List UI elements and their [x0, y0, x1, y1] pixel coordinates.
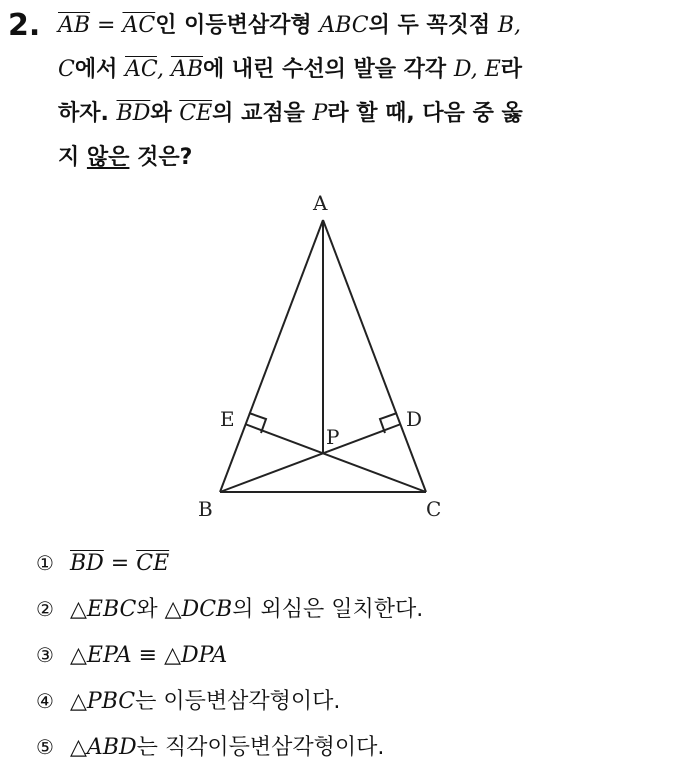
segment-bd: $\overline{BD}$	[116, 101, 151, 126]
equals-sign: =	[90, 13, 123, 38]
point-e-label: E	[484, 57, 501, 82]
vertex-d-label: D	[406, 407, 423, 431]
segment-ab: $\overline{AB}$	[58, 13, 91, 38]
choice-1[interactable]	[36, 540, 656, 586]
choice-2[interactable]	[36, 586, 656, 632]
triangle-abd: △ABD	[70, 735, 137, 760]
choice-number: ⑤	[36, 735, 54, 759]
segment-ce: $\overline{CE}$	[179, 101, 213, 126]
choice-number: ①	[36, 551, 54, 575]
segment-ce: $\overline{CE}$	[136, 551, 170, 576]
question-line-1	[58, 6, 658, 50]
choice-number: ②	[36, 597, 54, 621]
equals-sign: =	[103, 551, 137, 576]
question-line-3	[58, 94, 658, 138]
triangle-diagram	[180, 182, 470, 532]
question-text-fragment: 의 두 꼭짓점	[368, 13, 498, 38]
point-d-label: D,	[453, 57, 485, 82]
triangle-pbc: △PBC	[70, 689, 136, 714]
problem-number: 2.	[8, 8, 41, 43]
choice-number: ④	[36, 689, 54, 713]
point-b-label: B,	[497, 13, 522, 38]
question-text-fragment: 에서	[74, 57, 126, 82]
emphasis-not: 않은	[86, 145, 130, 170]
triangle-abc-label: ABC	[319, 13, 369, 38]
choice-5[interactable]	[36, 724, 656, 770]
choice-text: 는 이등변삼각형이다.	[135, 689, 341, 714]
triangle-ebc: △EBC	[70, 597, 137, 622]
segment-ac: $\overline{AC}$	[125, 57, 157, 82]
vertex-e-label: E	[220, 407, 235, 431]
question-text-fragment: 에 내린 수선의 발을 각각	[203, 57, 454, 82]
choice-3[interactable]	[36, 632, 656, 678]
question-line-4	[58, 138, 658, 182]
vertex-c-label: C	[426, 497, 442, 521]
segment-bd: $\overline{BD}$	[70, 551, 104, 576]
question-text-fragment: 와	[150, 101, 180, 126]
choice-4[interactable]	[36, 678, 656, 724]
question-line-2	[58, 50, 658, 94]
side-ac	[323, 220, 426, 492]
vertex-b-label: B	[198, 497, 213, 521]
congruence-statement: △EPA ≡ △DPA	[70, 643, 228, 668]
segment-bd-line	[220, 424, 401, 492]
triangle-dcb: △DCB	[164, 597, 233, 622]
point-p-label: P	[312, 101, 328, 126]
question-text	[58, 6, 658, 182]
answer-choices	[36, 540, 656, 770]
question-text-fragment: 것은?	[129, 145, 193, 170]
point-c-label: C	[58, 57, 75, 82]
comma: ,	[156, 57, 171, 82]
choice-text: 와	[136, 597, 165, 622]
question-text-fragment: 인 이등변삼각형	[155, 13, 320, 38]
segment-ab: $\overline{AB}$	[170, 57, 204, 82]
segment-ac: $\overline{AC}$	[122, 13, 156, 38]
triangle-figure	[180, 182, 470, 532]
choice-text: 는 직각이등변삼각형이다.	[136, 735, 385, 760]
choice-text: 의 외심은 일치한다.	[232, 597, 424, 622]
question-text-fragment: 라	[500, 57, 523, 82]
choice-number: ③	[36, 643, 54, 667]
question-text-fragment: 의 교점을	[212, 101, 313, 126]
side-ab	[220, 220, 323, 492]
point-p-figure-label: P	[326, 425, 340, 449]
vertex-a-label: A	[313, 191, 328, 215]
question-text-fragment: 라 할 때, 다음 중 옳	[327, 101, 523, 126]
question-text-fragment: 지	[58, 145, 87, 170]
question-text-fragment: 하자.	[58, 101, 117, 126]
